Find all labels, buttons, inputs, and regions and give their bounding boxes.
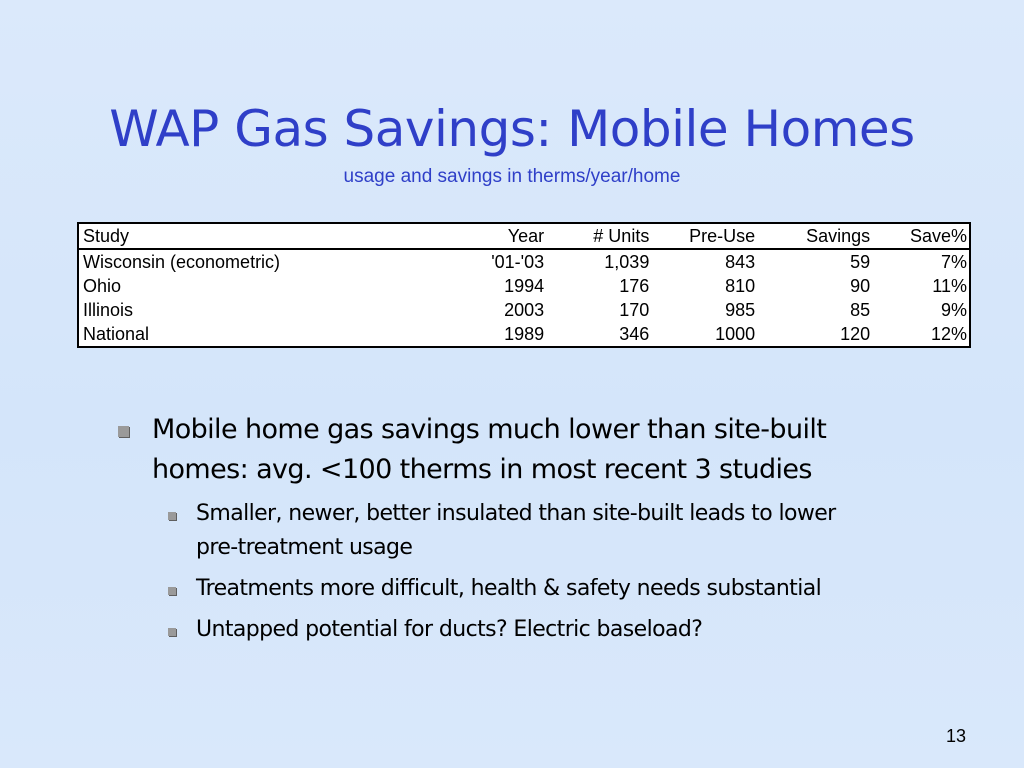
header-study: Study	[78, 223, 454, 249]
cell-units: 1,039	[604, 252, 650, 272]
main-bullet-line: Mobile home gas savings much lower than site-built	[152, 414, 827, 445]
header-year: Year	[454, 223, 546, 249]
cell-save-pct: 7%	[940, 252, 967, 272]
square-bullet-icon	[168, 587, 176, 595]
square-bullet-icon	[168, 512, 176, 520]
cell-save-pct: 9%	[940, 300, 967, 320]
main-bullet-line: homes: avg. <100 therms in most recent 3 studies	[152, 454, 812, 485]
sub-bullet-line: Untapped potential for ducts? Electric baseload?	[196, 617, 703, 642]
header-save-pct: Save%	[872, 223, 970, 249]
table-row	[78, 274, 970, 298]
slide-subtitle: usage and savings in therms/year/home	[343, 166, 681, 187]
table-row	[78, 298, 970, 322]
cell-pre-use: 1000	[715, 324, 756, 344]
table-header-row	[78, 223, 970, 249]
square-bullet-icon	[168, 628, 176, 636]
cell-units: 170	[619, 300, 650, 320]
page-number: 13	[945, 726, 966, 746]
header-savings: Savings	[757, 223, 872, 249]
cell-pre-use: 810	[725, 276, 756, 296]
cell-units: 346	[619, 324, 650, 344]
cell-year: '01-'03	[491, 252, 545, 272]
table-row	[78, 249, 970, 274]
cell-pre-use: 985	[725, 300, 756, 320]
cell-savings: 85	[850, 300, 871, 320]
sub-bullet-line: Treatments more difficult, health & safety needs substantial	[196, 576, 822, 601]
sub-bullet-line: Smaller, newer, better insulated than site-built leads to lower	[196, 501, 836, 526]
cell-study: Ohio	[83, 276, 122, 296]
savings-table	[77, 222, 971, 348]
cell-study: Illinois	[83, 300, 134, 320]
cell-year: 1989	[504, 324, 545, 344]
cell-pre-use: 843	[725, 252, 756, 272]
sub-bullet-line: pre-treatment usage	[196, 535, 413, 560]
cell-units: 176	[619, 276, 650, 296]
cell-savings: 59	[850, 252, 871, 272]
cell-study: National	[83, 324, 150, 344]
square-bullet-icon	[118, 426, 129, 437]
cell-year: 1994	[504, 276, 545, 296]
cell-savings: 120	[840, 324, 871, 344]
header-units: # Units	[546, 223, 651, 249]
slide-title: WAP Gas Savings: Mobile Homes	[109, 100, 915, 158]
cell-study: Wisconsin (econometric)	[83, 252, 281, 272]
main-bullet	[152, 410, 972, 490]
cell-year: 2003	[504, 300, 545, 320]
cell-save-pct: 11%	[932, 276, 967, 296]
sub-bullet	[196, 613, 996, 647]
sub-bullet	[196, 572, 996, 606]
cell-savings: 90	[850, 276, 871, 296]
header-pre-use: Pre-Use	[651, 223, 757, 249]
table-row	[78, 322, 970, 347]
cell-save-pct: 12%	[930, 324, 967, 344]
sub-bullet	[196, 497, 996, 565]
